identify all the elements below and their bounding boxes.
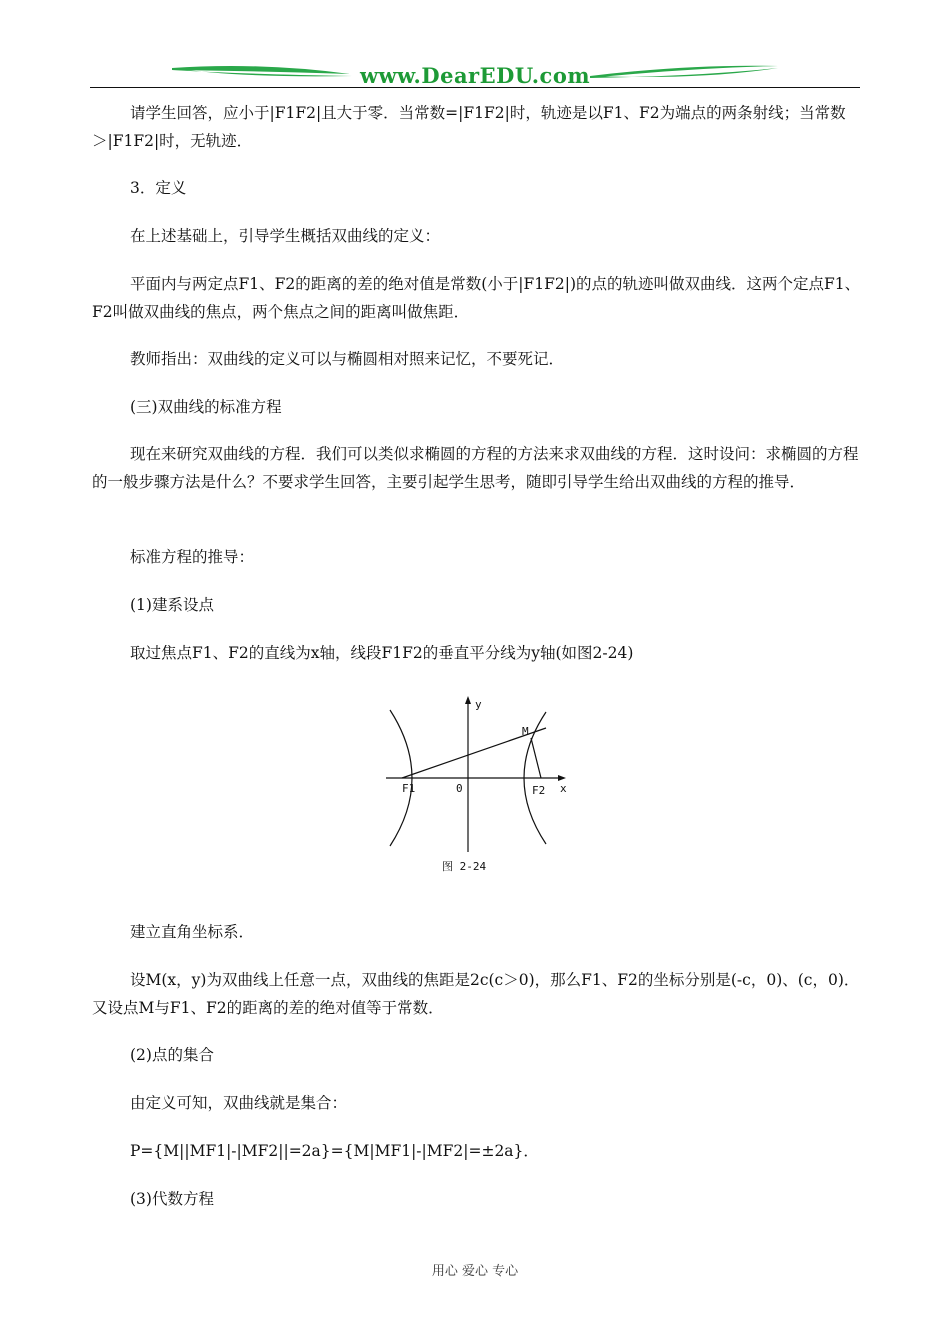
- hyperbola-diagram: [380, 692, 570, 876]
- focus-2-label: F2: [532, 784, 546, 797]
- origin-label: 0: [456, 782, 463, 795]
- page-footer: 用心 爱心 专心: [431, 1264, 519, 1279]
- section-standard-equation: (三)双曲线的标准方程: [130, 398, 282, 416]
- header-rule: [90, 87, 860, 88]
- y-axis-label: y: [475, 698, 482, 711]
- set-formula: P={M||MF1|-|MF2||=2a}={M|MF1|-|MF2|=±2a}．: [130, 1142, 539, 1160]
- site-name: www.DearEDU.com: [359, 63, 591, 88]
- hyperbola-figure: [380, 692, 570, 876]
- paragraph-derivation: 标准方程的推导：: [130, 548, 255, 566]
- paragraph-answer: 请学生回答，应小于|F1F2|且大于零．当常数=|F1F2|时，轨迹是以F1、F2为端点的两条射线；当常数＞|F1F2|时，无轨迹．: [92, 104, 846, 150]
- x-axis-arrow-icon: [558, 775, 566, 781]
- line-mf2: [531, 738, 541, 778]
- paragraph-coordinate-system: 建立直角坐标系．: [130, 923, 255, 941]
- step-1-heading: (1)建系设点: [130, 596, 214, 614]
- paragraph-study: 现在来研究双曲线的方程．我们可以类似求椭圆的方程的方法来求双曲线的方程．这时设问：求椭圆的方程的一般步骤方法是什么？不要求学生回答，主要引起学生思考，随即引导学生给出双曲线的方程的推导．: [92, 445, 859, 491]
- paragraph-axes: 取过焦点F1、F2的直线为x轴，线段F1F2的垂直平分线为y轴(如图2-24): [130, 644, 634, 662]
- paragraph-point-m: 设M(x，y)为双曲线上任意一点，双曲线的焦距是2c(c＞0)，那么F1、F2的坐标分别是(-c，0)、(c，0)．又设点M与F1、F2的距离的差的绝对值等于常数．: [92, 971, 860, 1017]
- paragraph-set-intro: 由定义可知，双曲线就是集合：: [130, 1094, 348, 1112]
- y-axis-arrow-icon: [465, 696, 471, 704]
- point-m-label: M: [522, 725, 529, 738]
- paragraph-intro: 在上述基础上，引导学生概括双曲线的定义：: [130, 227, 441, 245]
- step-2-heading: (2)点的集合: [130, 1046, 214, 1064]
- step-3-heading: (3)代数方程: [130, 1190, 214, 1208]
- paragraph-definition: 平面内与两定点F1、F2的距离的差的绝对值是常数(小于|F1F2|)的点的轨迹叫做双曲线．这两个定点F1、F2叫做双曲线的焦点，两个焦点之间的距离叫做焦距．: [92, 275, 861, 321]
- section-definition: 3．定义: [130, 179, 187, 197]
- x-axis-label: x: [560, 782, 567, 795]
- figure-caption: 图 2-24: [442, 860, 487, 873]
- paragraph-teacher: 教师指出：双曲线的定义可以与椭圆相对照来记忆，不要死记．: [130, 350, 565, 368]
- focus-1-label: F1: [402, 782, 416, 795]
